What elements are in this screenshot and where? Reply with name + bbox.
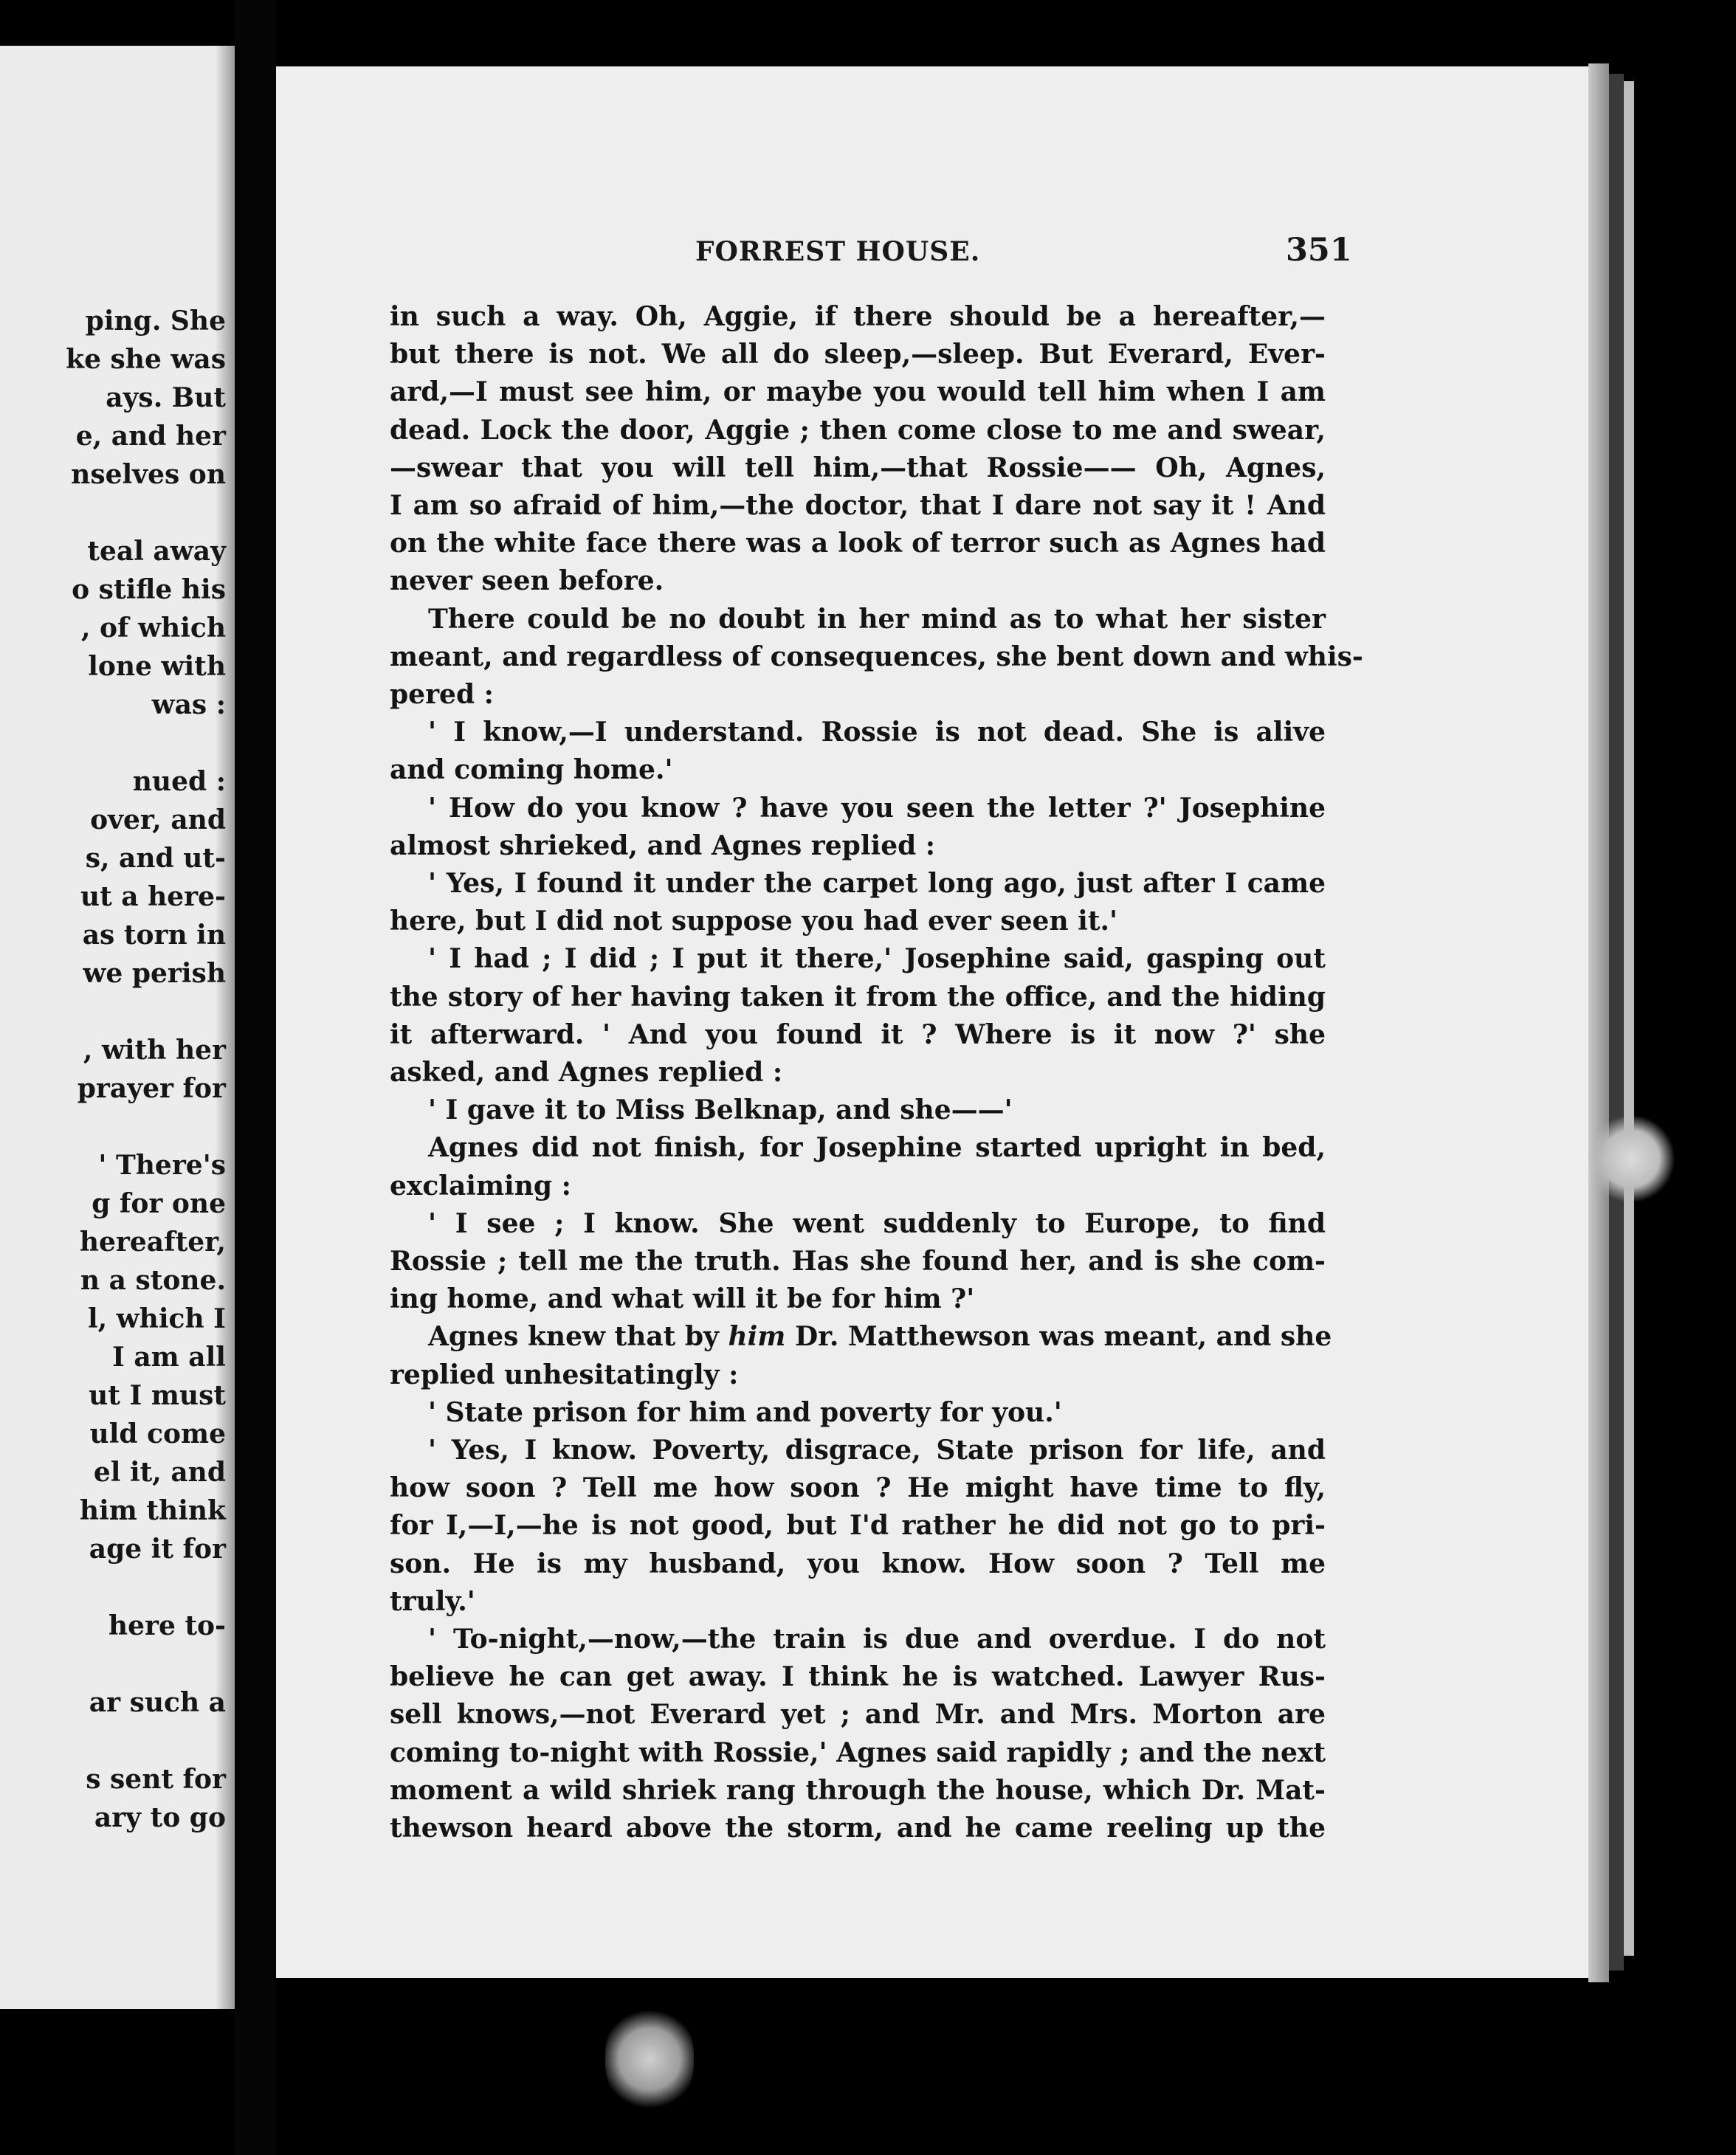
previous-page-line: ays. But (106, 382, 226, 413)
text-line: ' I gave it to Miss Belknap, and she——' (428, 1094, 1013, 1125)
previous-page-line: I am all (111, 1342, 226, 1373)
previous-page-line: ut a here- (80, 881, 226, 912)
text-line: replied unhesitatingly : (390, 1359, 739, 1390)
page-number: 351 (1286, 232, 1352, 269)
paper-damage-spot (1587, 1114, 1675, 1203)
previous-page-line: ut I must (89, 1380, 226, 1411)
previous-page-line: was : (151, 689, 226, 720)
previous-page-line: hereafter, (79, 1227, 226, 1258)
text-line: thewson heard above the storm, and he came reeling up the (390, 1813, 1326, 1844)
text-line: sell knows,—not Everard yet ; and Mr. and Mrs. Morton are (390, 1699, 1326, 1730)
text-line: I am so afraid of him,—the doctor, that I dare not say it ! And (390, 490, 1326, 521)
previous-page-line: we perish (83, 958, 226, 989)
text-line: ' I had ; I did ; I put it there,' Josephine said, gasping out (428, 943, 1326, 974)
text-line: ' Yes, I found it under the carpet long ago, just after I came (428, 868, 1326, 899)
text-line: Rossie ; tell me the truth. Has she found her, and is she com- (390, 1246, 1326, 1277)
text-line: here, but I did not suppose you had ever seen it.' (390, 906, 1118, 937)
previous-page-line: s sent for (86, 1764, 226, 1795)
text-line: never seen before. (390, 565, 664, 596)
text-line: dead. Lock the door, Aggie ; then come close to me and swear, (390, 415, 1326, 446)
previous-page-line: nued : (132, 766, 226, 797)
paper-damage-spot (605, 2007, 694, 2111)
text-line: the story of her having taken it from the office, and the hiding (390, 982, 1326, 1013)
text-line: pered : (390, 679, 494, 710)
previous-page-line: ping. She (85, 306, 226, 337)
previous-page-line: n a stone. (80, 1265, 226, 1296)
text-line: Agnes knew that by him Dr. Matthewson was meant, and she (428, 1321, 1332, 1352)
text-line: almost shrieked, and Agnes replied : (390, 830, 936, 861)
text-line: son. He is my husband, you know. How soon ? Tell me (390, 1548, 1326, 1579)
previous-page-line: him think (79, 1495, 226, 1526)
text-line: exclaiming : (390, 1170, 571, 1201)
previous-page-line: l, which I (87, 1303, 226, 1334)
page-edge-shadow (1609, 74, 1624, 1970)
text-line: ' I see ; I know. She went suddenly to Europe, to find (428, 1208, 1326, 1239)
previous-page-line: , with her (83, 1035, 226, 1066)
previous-page-line: , of which (80, 613, 226, 644)
previous-page-line: over, and (90, 804, 226, 835)
text-line: but there is not. We all do sleep,—sleep. But Everard, Ever- (390, 339, 1326, 370)
text-line: Agnes did not finish, for Josephine started upright in bed, (428, 1132, 1326, 1163)
text-line: moment a wild shriek rang through the house, which Dr. Mat- (390, 1775, 1326, 1806)
previous-page-line: as torn in (82, 920, 226, 951)
previous-page-line: here to- (108, 1610, 226, 1641)
text-line: on the white face there was a look of terror such as Agnes had (390, 528, 1326, 559)
previous-page-line: e, and her (75, 421, 226, 452)
page-edge-outer (1624, 81, 1634, 1956)
book-spine-gutter (235, 0, 276, 2155)
previous-page-line: el it, and (93, 1457, 226, 1488)
previous-page-line: ke she was (66, 344, 226, 375)
text-line: meant, and regardless of consequences, she bent down and whis- (390, 641, 1363, 672)
text-line: asked, and Agnes replied : (390, 1057, 783, 1088)
text-line: ' State prison for him and poverty for you.' (428, 1397, 1062, 1428)
previous-page-line: nselves on (71, 459, 226, 490)
text-line: ' Yes, I know. Poverty, disgrace, State prison for life, and (428, 1435, 1326, 1466)
page-edge (1588, 63, 1609, 1982)
text-line: ing home, and what will it be for him ?' (390, 1283, 975, 1314)
previous-page-line: prayer for (77, 1073, 226, 1104)
previous-page-line: uld come (89, 1418, 226, 1449)
text-line: ard,—I must see him, or maybe you would tell him when I am (390, 376, 1326, 407)
text-line: believe he can get away. I think he is watched. Lawyer Rus- (390, 1661, 1326, 1692)
previous-page-line: g for one (92, 1188, 226, 1219)
text-line: truly.' (390, 1586, 475, 1617)
previous-page (0, 46, 235, 2009)
text-line: for I,—I,—he is not good, but I'd rather he did not go to pri- (390, 1510, 1326, 1541)
text-line: ' I know,—I understand. Rossie is not dead. She is alive (428, 717, 1326, 748)
text-line: —swear that you will tell him,—that Rossie—— Oh, Agnes, (390, 452, 1326, 483)
page-header (276, 232, 1588, 280)
current-page (276, 66, 1588, 1978)
running-head: FORREST HOUSE. (695, 236, 981, 267)
text-line: There could be no doubt in her mind as to what her sister (428, 604, 1326, 635)
text-line: ' To-night,—now,—the train is due and overdue. I do not (428, 1624, 1326, 1655)
previous-page-line: age it for (89, 1534, 226, 1565)
text-line: in such a way. Oh, Aggie, if there should be a hereafter,— (390, 301, 1326, 332)
previous-page-line: ' There's (98, 1150, 226, 1181)
text-line: it afterward. ' And you found it ? Where is it now ?' she (390, 1019, 1326, 1050)
text-line: and coming home.' (390, 754, 673, 785)
text-line: how soon ? Tell me how soon ? He might have time to fly, (390, 1472, 1326, 1503)
previous-page-line: teal away (87, 536, 226, 567)
previous-page-line: lone with (88, 651, 226, 682)
previous-page-line: ary to go (94, 1802, 226, 1833)
text-line: coming to-night with Rossie,' Agnes said rapidly ; and the next (390, 1737, 1326, 1768)
previous-page-line: o stifle his (72, 574, 226, 605)
previous-page-line: s, and ut- (85, 843, 226, 874)
previous-page-line: ar such a (89, 1687, 226, 1718)
text-line: ' How do you know ? have you seen the letter ?' Josephine (428, 793, 1326, 824)
